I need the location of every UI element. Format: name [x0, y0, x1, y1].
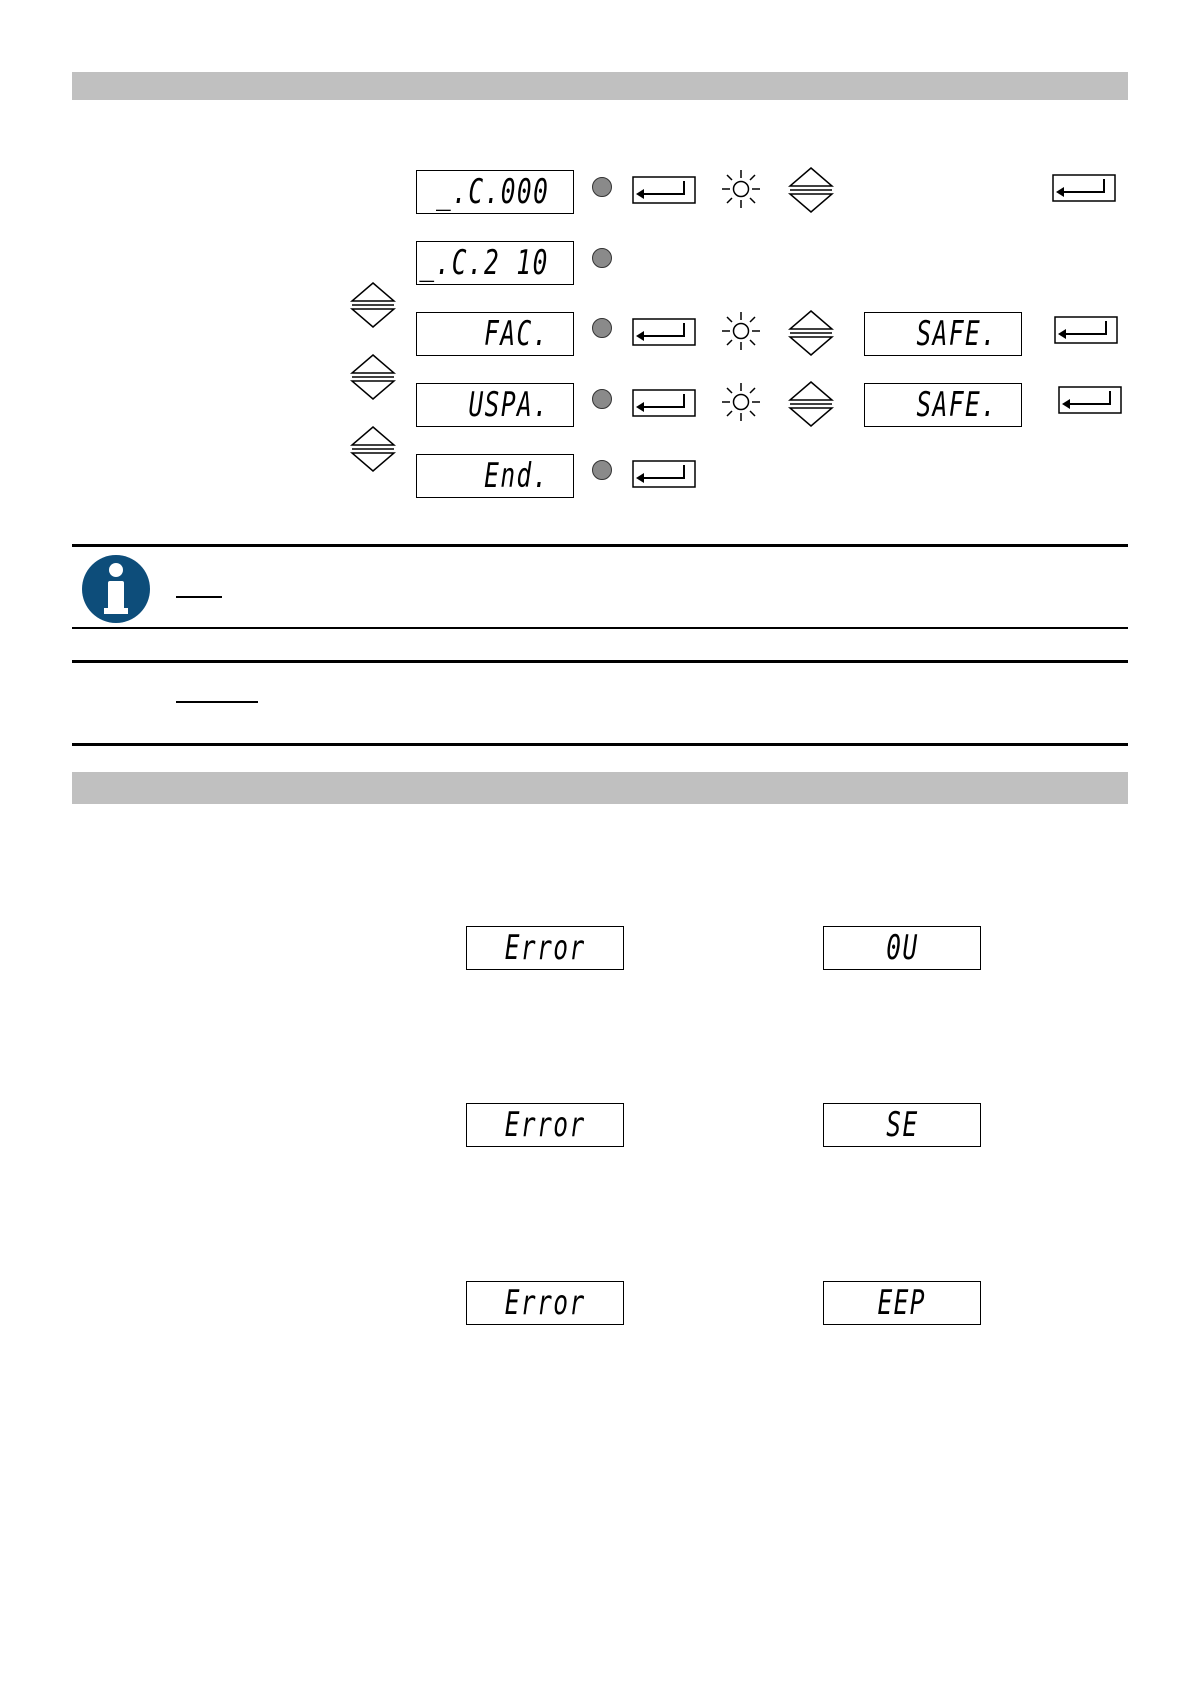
- info-icon: [81, 554, 151, 624]
- blinking-sun-icon: [721, 382, 761, 422]
- section-header-bar: [72, 72, 1128, 100]
- warning-bottom-rule: [72, 743, 1128, 746]
- lcd-option-display-row4: [864, 383, 1022, 427]
- lcd-display-row1: [416, 170, 574, 214]
- status-led: [592, 248, 612, 268]
- lcd-text: Error: [504, 1105, 586, 1145]
- lcd-text: 0U: [885, 928, 919, 968]
- status-led: [592, 318, 612, 338]
- lcd-display-row4: [416, 383, 574, 427]
- error-label-display: [466, 1103, 624, 1147]
- note-top-rule: [72, 544, 1128, 547]
- warning-top-rule: [72, 660, 1128, 663]
- up-down-arrows-icon: [350, 281, 396, 329]
- blinking-sun-icon: [721, 311, 761, 351]
- lcd-text: _.C.000: [435, 172, 549, 212]
- up-down-arrows-icon: [350, 353, 396, 401]
- error-code-display: [823, 1281, 981, 1325]
- lcd-text: USPA.: [468, 385, 549, 425]
- note-label-underline: [176, 596, 222, 598]
- status-led: [592, 460, 612, 480]
- section-header-bar: [72, 772, 1128, 804]
- enter-key-icon: [1054, 316, 1118, 344]
- enter-key-icon: [632, 389, 696, 417]
- lcd-text: Error: [504, 928, 586, 968]
- status-led: [592, 177, 612, 197]
- lcd-text: SE: [885, 1105, 919, 1145]
- lcd-text: SAFE.: [916, 314, 997, 354]
- note-bottom-rule: [72, 627, 1128, 629]
- status-led: [592, 389, 612, 409]
- error-label-display: [466, 926, 624, 970]
- lcd-display-row3: [416, 312, 574, 356]
- enter-key-icon: [1052, 174, 1116, 202]
- lcd-text: Error: [504, 1283, 586, 1323]
- enter-key-icon: [632, 318, 696, 346]
- error-code-display: [823, 926, 981, 970]
- up-down-arrows-icon: [788, 380, 834, 428]
- enter-key-icon: [632, 176, 696, 204]
- up-down-arrows-icon: [788, 309, 834, 357]
- lcd-display-row5: [416, 454, 574, 498]
- up-down-arrows-icon: [788, 166, 834, 214]
- lcd-text: FAC.: [484, 314, 549, 354]
- lcd-display-row2: [416, 241, 574, 285]
- blinking-sun-icon: [721, 169, 761, 209]
- error-label-display: [466, 1281, 624, 1325]
- lcd-text: EEP: [877, 1283, 927, 1323]
- lcd-text: SAFE.: [916, 385, 997, 425]
- up-down-arrows-icon: [350, 425, 396, 473]
- lcd-text: _.C.2 10: [419, 243, 549, 283]
- error-code-display: [823, 1103, 981, 1147]
- lcd-option-display-row3: [864, 312, 1022, 356]
- lcd-text: End.: [484, 456, 549, 496]
- warning-label-underline: [176, 701, 258, 703]
- enter-key-icon: [1058, 386, 1122, 414]
- enter-key-icon: [632, 460, 696, 488]
